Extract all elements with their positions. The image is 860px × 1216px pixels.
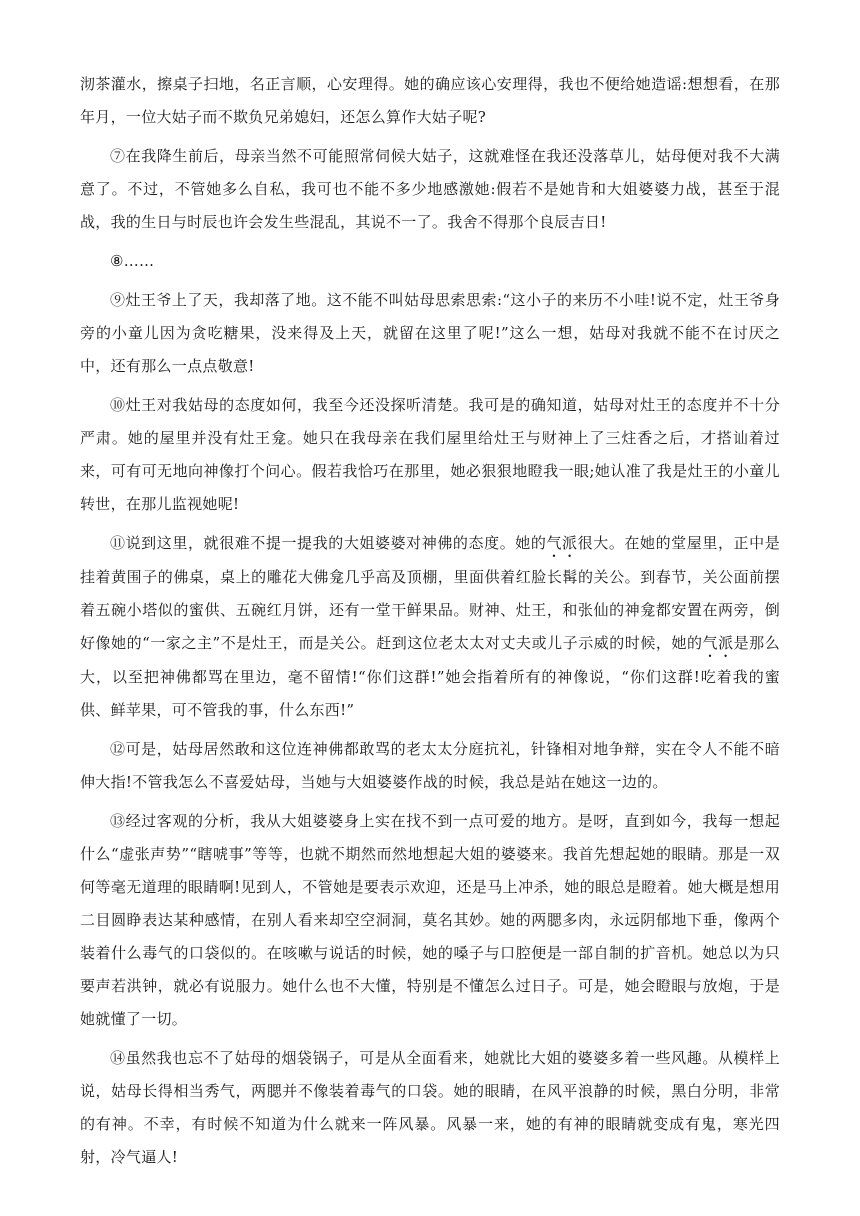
paragraph-8: ⑧…… — [110, 252, 155, 270]
paragraph-12: ⑫可是，姑母居然敢和这位连神佛都敢骂的老太太分庭抗礼，针锋相对地争辩，实在令人不能不暗伸大指!不管我怎么不喜爱姑母，当她与大姐婆婆作战的时候，我总是站在她这一边的。 — [80, 740, 780, 791]
paragraph-11-seg-0: ⑪说到这里，就很难不提一提我的大姐婆婆对神佛的态度。她的 — [110, 534, 547, 552]
paragraph-10: ⑩灶王对我姑母的态度如何，我至今还没探听清楚。我可是的确知道，姑母对灶王的态度并不十分严肃。她的屋里并没有灶王龛。她只在我母亲在我们屋里给灶王与财神上了三炷香之后，才搭讪着过来，可有可无地向神像打个问心。假若我恰巧在那里，她必狠狠地瞪我一眼;她认准了我是灶王的小童儿转世，在那儿监视她呢! — [80, 396, 780, 513]
emphasized-word-qipai-1: 气派 — [546, 534, 578, 552]
paragraph-11-seg-4: 是那么大，以至把神佛都骂在里边，毫不留情!“你们这群!”她会指着所有的神像说，“你们这群!吃着我的蜜供、鲜苹果，可不管我的事，什么东西!” — [80, 634, 781, 719]
paragraph-14: ⑭虽然我也忘不了姑母的烟袋锅子，可是从全面看来，她就比大姐的婆婆多着一些风趣。从模样上说，姑母长得相当秀气，两腮并不像装着毒气的口袋。她的眼睛，在风平浪静的时候，黑白分明，非常的有神。不幸，有时候不知道为什么就来一阵风暴。风暴一来，她的有神的眼睛就变成有鬼，寒光四射，冷气逼人! — [80, 1049, 780, 1166]
paragraph-13: ⑬经过客观的分析，我从大姐婆婆身上实在找不到一点可爱的地方。是呀，直到如今，我每一想起什么“虚张声势”“瞎唬事”等等，也就不期然而然地想起大姐的婆婆来。我首先想起她的眼睛。那是一双何等毫无道理的眼睛啊!见到人，不管她是要表示欢迎，还是马上冲杀，她的眼总是瞪着。她大概是想用二目圆睁表达某种感情，在别人看来却空空洞洞，莫名其妙。她的两腮多肉，永远阴郁地下垂，像两个装着什么毒气的口袋似的。在咳嗽与说话的时候，她的嗓子与口腔便是一部自制的扩音机。她总以为只要声若洪钟，就必有说服力。她什么也不大懂，特别是不懂怎么过日子。可是，她会瞪眼与放炮，于是她就懂了一切。 — [80, 812, 780, 1028]
paragraph-7: ⑦在我降生前后，母亲当然不可能照常伺候大姑子，这就难怪在我还没落草儿，姑母便对我不大满意了。不过，不管她多么自私，我可也不能不多少地感激她:假若不是她肯和大姐婆婆力战，甚至于混战，我的生日与时辰也许会发生些混乱，其说不一了。我舍不得那个良辰吉日! — [80, 147, 780, 231]
paragraph-9: ⑨灶王爷上了天，我却落了地。这不能不叫姑母思索思索:“这小子的来历不小哇!说不定，灶王爷身旁的小童儿因为贪吃糖果，没来得及上天，就留在这里了呢!”这么一想，姑母对我就不能不在讨厌之中，还有那么一点点敬意! — [80, 291, 780, 375]
document-page — [80, 68, 780, 1180]
paragraph-continued: 沏茶灌水，擦桌子扫地，名正言顺，心安理得。她的确应该心安理得，我也不便给她造谣:想想看，在那年月，一位大姑子而不欺负兄弟媳妇，还怎么算作大姑子呢? — [80, 75, 780, 126]
paragraph-11 — [80, 527, 780, 727]
emphasized-word-qipai-2: 气派 — [702, 634, 734, 652]
paragraph-11-seg-2: 很大。在她的堂屋里，正中是挂着黄围子的佛桌，桌上的雕花大佛龛几乎高及顶棚，里面供着红脸长髯的关公。到春节，关公面前摆着五碗小塔似的蜜供、五碗红月饼，还有一堂干鲜果品。财神、灶王，和张仙的神龛都安置在两旁，倒好像她的“一家之主”不是灶王，而是关公。赶到这位老太太对丈夫或儿子示威的时候，她的 — [80, 534, 781, 652]
